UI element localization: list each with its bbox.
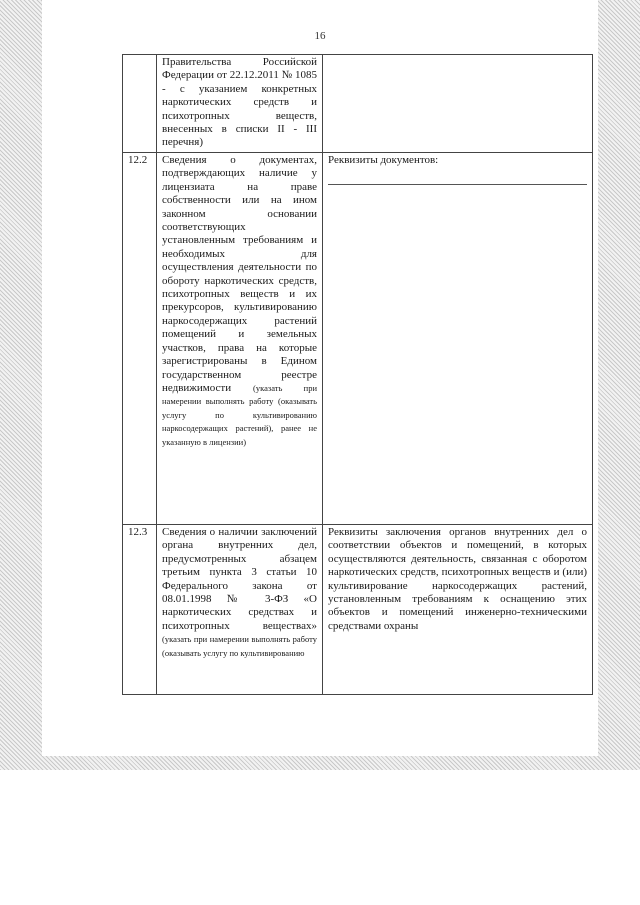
description-text: Сведения о наличии заключений органа внутренних дел, предусмотренных абзацем третьим пункта 3 статьи 10 Федерального закона от 08.01.1998 № 3-ФЗ «О наркотических средствах и психотропных веществах» [162, 526, 317, 632]
row-response [323, 55, 593, 153]
document-page [42, 0, 598, 756]
row-response: Реквизиты заключения органов внутренних дел о соответствии объектов и помещений, в которых осуществляются деятельность, связанная с оборотом наркотических средств, психотропных веществ и (или) культивирование наркосодержащих растений, установленным требованиям к оснащению этих объектов и помещений инженерно-техническими средствами охраны [323, 525, 593, 695]
row-description [157, 153, 323, 525]
row-description [157, 55, 323, 153]
requisites-fill-line [328, 167, 587, 185]
page-number: 16 [314, 30, 326, 42]
description-note: (указать при намерении выполнять работу (оказывать услугу по культивированию наркосодержащих растений), ранее не указанную в лицензии) [162, 382, 317, 447]
row-response [323, 153, 593, 525]
table-row [123, 153, 593, 525]
row-number [123, 55, 157, 153]
row-number: 12.2 [123, 153, 157, 525]
table-row [123, 55, 593, 153]
license-info-table [122, 54, 593, 695]
requisites-label: Реквизиты документов: [328, 154, 439, 166]
description-text: Правительства Российской Федерации от 22.12.2011 № 1085 - с указанием конкретных наркотических средств и психотропных веществ, внесенных в списки II - III перечня) [162, 56, 317, 149]
description-text: Сведения о документах, подтверждающих наличие у лицензиата на праве собственности или на ином законном основании соответствующих установленным требованиям и необходимых для осуществления деятельности по обороту наркотических средств, психотропных веществ и их прекурсоров, культивированию наркосодержащих растений помещений и земельных участков, права на которые зарегистрированы в Едином государственном реестре недвижимости [162, 154, 317, 394]
table-row [123, 525, 593, 695]
description-note: (указать при намерении выполнять работу (оказывать услугу по культивированию [162, 634, 317, 658]
row-number: 12.3 [123, 525, 157, 695]
row-description [157, 525, 323, 695]
